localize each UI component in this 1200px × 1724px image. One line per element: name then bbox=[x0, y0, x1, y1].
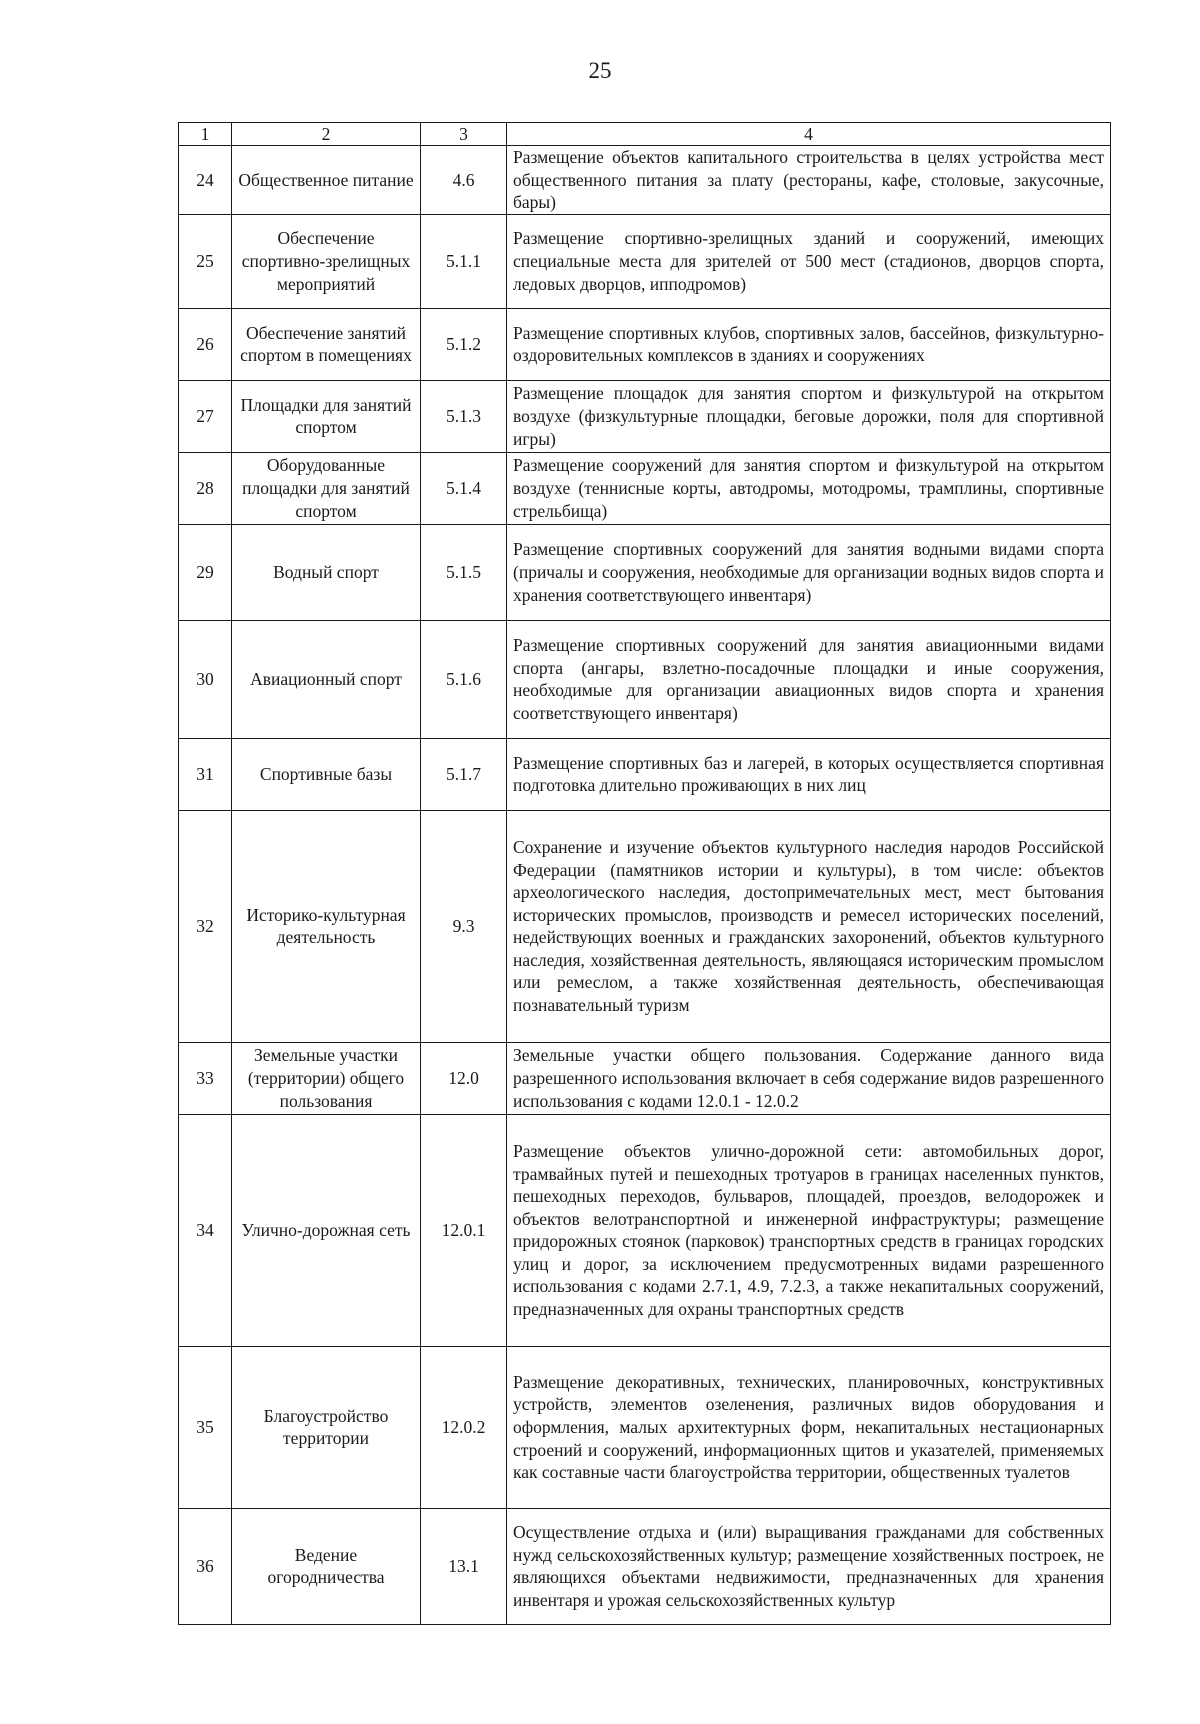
row-code: 4.6 bbox=[421, 146, 507, 215]
row-description: Размещение спортивных клубов, спортивных залов, бассейнов, физкультурно-оздоровительных комплексов в зданиях и сооружениях bbox=[507, 308, 1111, 380]
table-row bbox=[179, 738, 1111, 810]
row-number: 31 bbox=[179, 738, 232, 810]
header-col-1: 1 bbox=[179, 123, 232, 146]
row-description: Размещение спортивных баз и лагерей, в которых осуществляется спортивная подготовка длительно проживающих в них лиц bbox=[507, 738, 1111, 810]
table-row bbox=[179, 146, 1111, 215]
row-name: Площадки для занятий спортом bbox=[232, 380, 421, 452]
table-header-row bbox=[179, 123, 1111, 146]
row-code: 13.1 bbox=[421, 1508, 507, 1624]
row-number: 35 bbox=[179, 1346, 232, 1508]
row-name: Авиационный спорт bbox=[232, 620, 421, 738]
row-code: 5.1.4 bbox=[421, 452, 507, 524]
row-code: 5.1.2 bbox=[421, 308, 507, 380]
row-code: 12.0.2 bbox=[421, 1346, 507, 1508]
row-code: 5.1.6 bbox=[421, 620, 507, 738]
row-description: Размещение площадок для занятия спортом и физкультурой на открытом воздухе (физкультурные площадки, беговые дорожки, поля для спортивной игры) bbox=[507, 380, 1111, 452]
land-use-table bbox=[178, 122, 1111, 1625]
row-number: 25 bbox=[179, 214, 232, 308]
header-col-3: 3 bbox=[421, 123, 507, 146]
row-code: 12.0.1 bbox=[421, 1114, 507, 1346]
table-row bbox=[179, 1042, 1111, 1114]
row-code: 12.0 bbox=[421, 1042, 507, 1114]
row-description: Размещение сооружений для занятия спортом и физкультурой на открытом воздухе (теннисные корты, автодромы, мотодромы, трамплины, спортивные стрельбища) bbox=[507, 452, 1111, 524]
row-description: Размещение объектов улично-дорожной сети: автомобильных дорог, трамвайных путей и пешеходных тротуаров в границах населенных пунктов, пешеходных переходов, бульваров, площадей, проездов, велодорожек и объектов велотранспортной и инженерной инфраструктуры; размещение придорожных стоянок (парковок) транспортных средств в границах городских улиц и дорог, за исключением предусмотренных видами разрешенного использования с кодами 2.7.1, 4.9, 7.2.3, а также некапитальных сооружений, предназначенных для охраны транспортных средств bbox=[507, 1114, 1111, 1346]
row-name: Обеспечение занятий спортом в помещениях bbox=[232, 308, 421, 380]
row-description: Земельные участки общего пользования. Содержание данного вида разрешенного использования включает в себя содержание видов разрешенного использования с кодами 12.0.1 - 12.0.2 bbox=[507, 1042, 1111, 1114]
row-description: Размещение спортивных сооружений для занятия водными видами спорта (причалы и сооружения, необходимые для организации водных видов спорта и хранения соответствующего инвентаря) bbox=[507, 524, 1111, 620]
header-col-4: 4 bbox=[507, 123, 1111, 146]
row-description: Размещение спортивных сооружений для занятия авиационными видами спорта (ангары, взлетно-посадочные площадки и иные сооружения, необходимые для организации авиационных видов спорта и хранения соответствующего инвентаря) bbox=[507, 620, 1111, 738]
table-row bbox=[179, 524, 1111, 620]
row-code: 5.1.3 bbox=[421, 380, 507, 452]
row-number: 27 bbox=[179, 380, 232, 452]
row-code: 5.1.5 bbox=[421, 524, 507, 620]
row-code: 9.3 bbox=[421, 810, 507, 1042]
row-name: Ведение огородничества bbox=[232, 1508, 421, 1624]
row-number: 36 bbox=[179, 1508, 232, 1624]
row-number: 33 bbox=[179, 1042, 232, 1114]
table-row bbox=[179, 308, 1111, 380]
row-number: 26 bbox=[179, 308, 232, 380]
row-number: 34 bbox=[179, 1114, 232, 1346]
table-row bbox=[179, 810, 1111, 1042]
table-row bbox=[179, 452, 1111, 524]
row-description: Размещение декоративных, технических, планировочных, конструктивных устройств, элементов озеленения, различных видов оборудования и оформления, малых архитектурных форм, некапитальных нестационарных строений и сооружений, информационных щитов и указателей, применяемых как составные части благоустройства территории, общественных туалетов bbox=[507, 1346, 1111, 1508]
row-number: 29 bbox=[179, 524, 232, 620]
table-row bbox=[179, 380, 1111, 452]
table-row bbox=[179, 1346, 1111, 1508]
row-name: Улично-дорожная сеть bbox=[232, 1114, 421, 1346]
row-number: 30 bbox=[179, 620, 232, 738]
row-number: 32 bbox=[179, 810, 232, 1042]
row-description: Размещение объектов капитального строительства в целях устройства мест общественного питания за плату (рестораны, кафе, столовые, закусочные, бары) bbox=[507, 146, 1111, 215]
row-code: 5.1.7 bbox=[421, 738, 507, 810]
table-row bbox=[179, 620, 1111, 738]
page-number: 25 bbox=[588, 58, 612, 83]
row-name: Общественное питание bbox=[232, 146, 421, 215]
table-row bbox=[179, 1508, 1111, 1624]
row-name: Историко-культурная деятельность bbox=[232, 810, 421, 1042]
table-row bbox=[179, 1114, 1111, 1346]
row-code: 5.1.1 bbox=[421, 214, 507, 308]
header-col-2: 2 bbox=[232, 123, 421, 146]
row-description: Сохранение и изучение объектов культурного наследия народов Российской Федерации (памятников истории и культуры), в том числе: объектов археологического наследия, достопримечательных мест, мест бытования исторических промыслов, производств и ремесел исторических поселений, недействующих военных и гражданских захоронений, объектов культурного наследия, хозяйственная деятельность, являющаяся историческим промыслом или ремеслом, а также хозяйственная деятельность, обеспечивающая познавательный туризм bbox=[507, 810, 1111, 1042]
row-name: Обеспечение спортивно-зрелищных мероприятий bbox=[232, 214, 421, 308]
row-number: 24 bbox=[179, 146, 232, 215]
row-name: Оборудованные площадки для занятий спортом bbox=[232, 452, 421, 524]
table-row bbox=[179, 214, 1111, 308]
row-name: Благоустройство территории bbox=[232, 1346, 421, 1508]
row-name: Спортивные базы bbox=[232, 738, 421, 810]
row-description: Размещение спортивно-зрелищных зданий и сооружений, имеющих специальные места для зрителей от 500 мест (стадионов, дворцов спорта, ледовых дворцов, ипподромов) bbox=[507, 214, 1111, 308]
row-description: Осуществление отдыха и (или) выращивания гражданами для собственных нужд сельскохозяйственных культур; размещение хозяйственных построек, не являющихся объектами недвижимости, предназначенных для хранения инвентаря и урожая сельскохозяйственных культур bbox=[507, 1508, 1111, 1624]
row-name: Водный спорт bbox=[232, 524, 421, 620]
row-number: 28 bbox=[179, 452, 232, 524]
row-name: Земельные участки (территории) общего пользования bbox=[232, 1042, 421, 1114]
